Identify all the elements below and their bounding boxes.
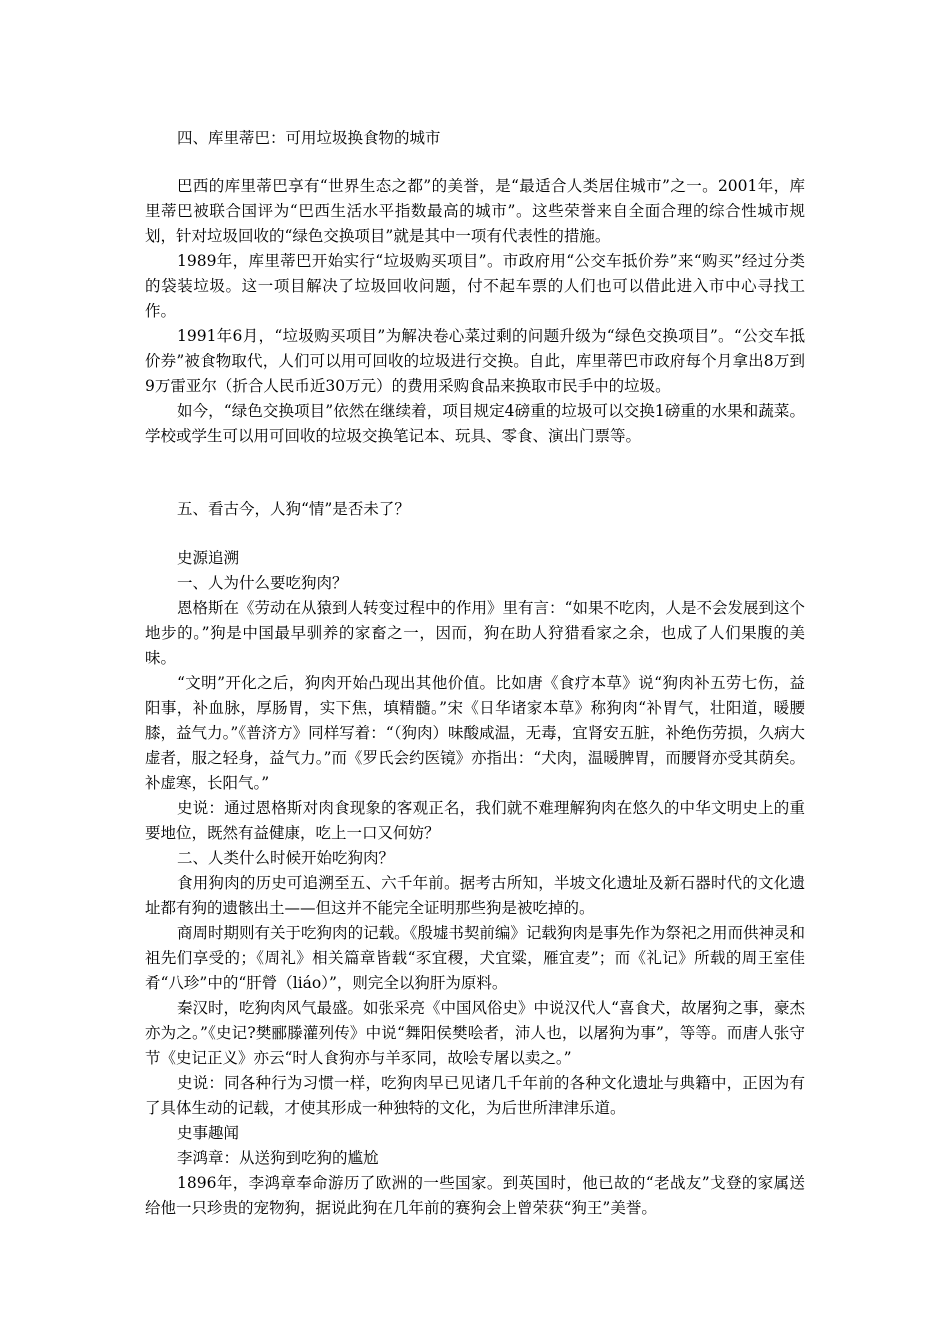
paragraph: 商周时期则有关于吃狗肉的记载。《殷墟书契前编》记载狗肉是事先作为祭祀之用而供神灵和祖先们享受的；《周礼》相关篇章皆载“豕宜稷，犬宜粱，雁宜麦”；而《礼记》所载的周王室佳肴“八珍”中的“肝膋（liáo）”，则完全以狗肝为原料。 xyxy=(145,924,805,992)
paragraph: “文明”开化之后，狗肉开始凸现出其他价值。比如唐《食疗本草》说“狗肉补五劳七伤，益阳事，补血脉，厚肠胃，实下焦，填精髓。”宋《日华诸家本草》称狗肉“补胃气，壮阳道，暖腰膝，益气力。”《普济方》同样写着：“（狗肉）味酸咸温，无毒，宜肾安五脏，补绝伤劳损，久病大虚者，服之轻身，益气力。”而《罗氏会约医镜》亦指出：“犬肉，温暖脾胃，而腰肾亦受其荫矣。补虚寒，长阳气。” xyxy=(145,674,805,792)
subheading: 二、人类什么时候开始吃狗肉？ xyxy=(177,849,395,867)
subheading: 史源追溯 xyxy=(177,549,240,567)
paragraph: 1989年，库里蒂巴开始实行“垃圾购买项目”。市政府用“公交车抵价券”来“购买”经过分类的袋装垃圾。这一项目解决了垃圾回收问题，付不起车票的人们也可以借此进入市中心寻找工作。 xyxy=(145,252,805,320)
subheading: 李鸿章：从送狗到吃狗的尴尬 xyxy=(177,1149,379,1167)
section-5-body xyxy=(145,546,805,1221)
paragraph: 如今，“绿色交换项目”依然在继续着，项目规定4磅重的垃圾可以交换1磅重的水果和蔬菜。学校或学生可以用可回收的垃圾交换笔记本、玩具、零食、演出门票等。 xyxy=(145,402,805,445)
paragraph: 秦汉时，吃狗肉风气最盛。如张采亮《中国风俗史》中说汉代人“喜食犬，故屠狗之事，豪杰亦为之。”《史记?樊郦滕灌列传》中说“舞阳侯樊哙者，沛人也，以屠狗为事”，等等。而唐人张守节《史记正义》亦云“时人食狗亦与羊豕同，故哙专屠以卖之。” xyxy=(145,999,805,1067)
paragraph: 食用狗肉的历史可追溯至五、六千年前。据考古所知，半坡文化遗址及新石器时代的文化遗址都有狗的遗骸出土——但这并不能完全证明那些狗是被吃掉的。 xyxy=(145,874,805,917)
section-5-heading: 五、看古今，人狗“情”是否未了？ xyxy=(177,500,410,518)
paragraph: 1991年6月，“垃圾购买项目”为解决卷心菜过剩的问题升级为“绿色交换项目”。“公交车抵价券”被食物取代，人们可以用可回收的垃圾进行交换。自此，库里蒂巴市政府每个月拿出8万到9万雷亚尔（折合人民币近30万元）的费用采购食品来换取市民手中的垃圾。 xyxy=(145,327,805,395)
paragraph: 1896年，李鸿章奉命游历了欧洲的一些国家。到英国时，他已故的“老战友”戈登的家属送给他一只珍贵的宠物狗，据说此狗在几年前的赛狗会上曾荣获“狗王”美誉。 xyxy=(145,1174,805,1217)
section-4-body xyxy=(145,174,805,449)
paragraph: 史说：同各种行为习惯一样，吃狗肉早已见诸几千年前的各种文化遗址与典籍中，正因为有了具体生动的记载，才使其形成一种独特的文化，为后世所津津乐道。 xyxy=(145,1074,805,1117)
paragraph: 巴西的库里蒂巴享有“世界生态之都”的美誉，是“最适合人类居住城市”之一。2001年，库里蒂巴被联合国评为“巴西生活水平指数最高的城市”。这些荣誉来自全面合理的综合性城市规划，针对垃圾回收的“绿色交换项目”就是其中一项有代表性的措施。 xyxy=(145,177,805,245)
paragraph: 史说：通过恩格斯对肉食现象的客观正名，我们就不难理解狗肉在悠久的中华文明史上的重要地位，既然有益健康，吃上一口又何妨？ xyxy=(145,799,805,842)
subheading: 史事趣闻 xyxy=(177,1124,240,1142)
paragraph: 恩格斯在《劳动在从猿到人转变过程中的作用》里有言：“如果不吃肉，人是不会发展到这个地步的。”狗是中国最早驯养的家畜之一，因而，狗在助人狩猎看家之余，也成了人们果腹的美味。 xyxy=(145,599,805,667)
subheading: 一、人为什么要吃狗肉？ xyxy=(177,574,348,592)
section-5-heading-block xyxy=(145,497,805,522)
section-4-heading-block xyxy=(145,126,805,151)
section-4-heading: 四、库里蒂巴：可用垃圾换食物的城市 xyxy=(177,129,441,147)
